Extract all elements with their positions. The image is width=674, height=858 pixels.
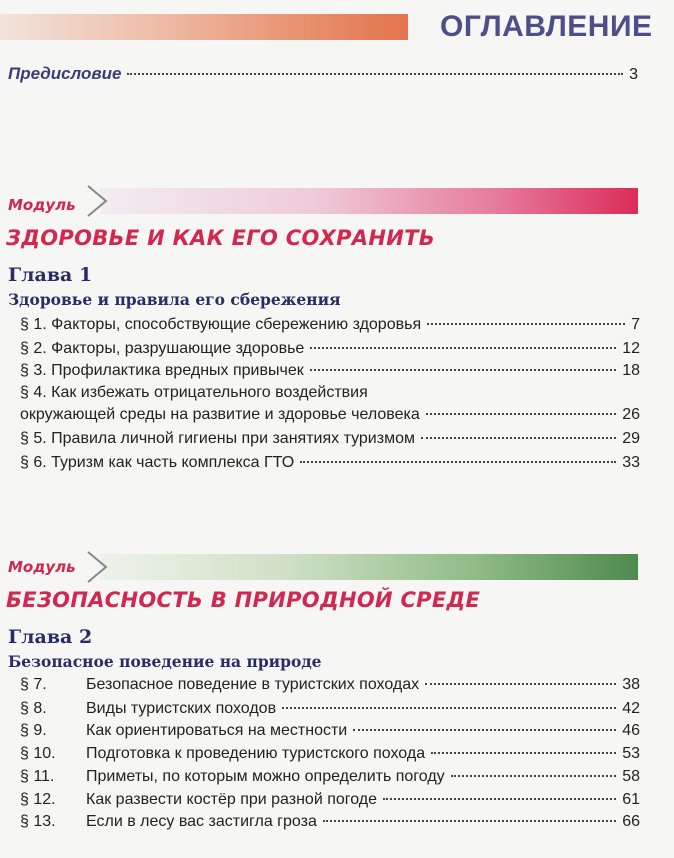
toc-entry[interactable] [20,676,640,694]
section-number: § 10. [20,745,56,762]
section-title: Подготовка к проведению туристского похода [86,745,426,762]
dot-leader [431,752,616,754]
section-title: Как ориентироваться на местности [86,722,348,739]
section-title: Правила личной гигиены при занятиях туризмом [51,430,415,447]
section-title: Факторы, разрушающие здоровье [51,340,305,357]
module-1-bar [100,188,638,214]
section-number: § 8. [20,700,47,717]
dot-leader [425,683,616,685]
page-number: 3 [629,66,638,83]
section-number: § 2. [20,340,47,357]
page-number: 66 [622,813,640,830]
section-number: § 1. [20,316,47,333]
page-number: 7 [631,316,640,333]
section-number: § 6. [20,454,47,471]
toc-entry[interactable] [20,813,640,831]
section-number: § 12. [20,791,56,808]
toc-entry[interactable] [20,700,640,718]
module-2-title: БЕЗОПАСНОСТЬ В ПРИРОДНОЙ СРЕДЕ [6,588,481,612]
page-number: 18 [622,362,640,379]
module-1-label: Модуль [8,196,76,214]
module-2-bar [100,554,638,580]
section-title-continued: окружающей среды на развитие и здоровье человека [20,406,420,423]
section-title: Виды туристских походов [86,700,277,717]
preface-label: Предисловие [8,64,122,83]
dot-leader [310,369,616,371]
section-number: § 7. [20,676,47,693]
section-number: § 4. [20,384,47,401]
module-2-chevron-icon [84,550,114,584]
section-title: Туризм как часть комплекса ГТО [51,454,295,471]
dot-leader [383,798,616,800]
dot-leader [451,775,617,777]
dot-leader [426,413,616,415]
page-number: 53 [622,745,640,762]
module-2-label: Модуль [8,558,76,576]
page-number: 29 [622,430,640,447]
toc-entry[interactable] [20,430,640,448]
dot-leader [282,707,616,709]
toc-entry[interactable] [20,362,640,380]
chapter-2-heading: Глава 2 [8,626,93,648]
dot-leader [127,73,623,75]
toc-entry[interactable] [20,340,640,358]
section-number: § 11. [20,768,55,785]
chapter-2-title: Безопасное поведение на природе [8,652,322,671]
section-title: Профилактика вредных привычек [51,362,304,379]
section-number: § 13. [20,813,56,830]
section-title: Безопасное поведение в туристских походах [86,676,420,693]
section-number: § 3. [20,362,47,379]
section-title: Как избежать отрицательного воздействия [51,384,368,401]
toc-entry[interactable] [20,791,640,809]
page-number: 26 [622,406,640,423]
toc-entry[interactable] [20,406,640,424]
chapter-1-title: Здоровье и правила его сбережения [8,290,341,309]
page-number: 12 [622,340,640,357]
dot-leader [300,461,616,463]
section-number: § 5. [20,430,47,447]
page-number: 33 [622,454,640,471]
toc-entry-line1[interactable] [20,384,368,402]
section-title: Если в лесу вас застигла гроза [86,813,317,830]
section-title: Факторы, способствующие сбережению здоровья [51,316,422,333]
toc-entry[interactable] [20,454,640,472]
page-number: 46 [622,722,640,739]
toc-entry-preface[interactable] [8,64,638,84]
dot-leader [353,729,616,731]
toc-entry[interactable] [20,316,640,334]
toc-entry[interactable] [20,745,640,763]
module-1-title: ЗДОРОВЬЕ И КАК ЕГО СОХРАНИТЬ [6,226,436,250]
module-1-chevron-icon [84,184,114,218]
page-title: ОГЛАВЛЕНИЕ [440,10,653,43]
page-number: 38 [622,676,640,693]
toc-entry[interactable] [20,768,640,786]
section-title: Как развести костёр при разной погоде [86,791,378,808]
section-number: § 9. [20,722,47,739]
page-number: 42 [622,700,640,717]
header-decor-bar [0,14,408,40]
dot-leader [427,323,625,325]
dot-leader [421,437,616,439]
page-number: 58 [622,768,640,785]
section-title: Приметы, по которым можно определить погоду [86,768,445,785]
page-number: 61 [622,791,640,808]
dot-leader [310,347,616,349]
dot-leader [323,820,616,822]
chapter-1-heading: Глава 1 [8,264,93,286]
toc-entry[interactable] [20,722,640,740]
